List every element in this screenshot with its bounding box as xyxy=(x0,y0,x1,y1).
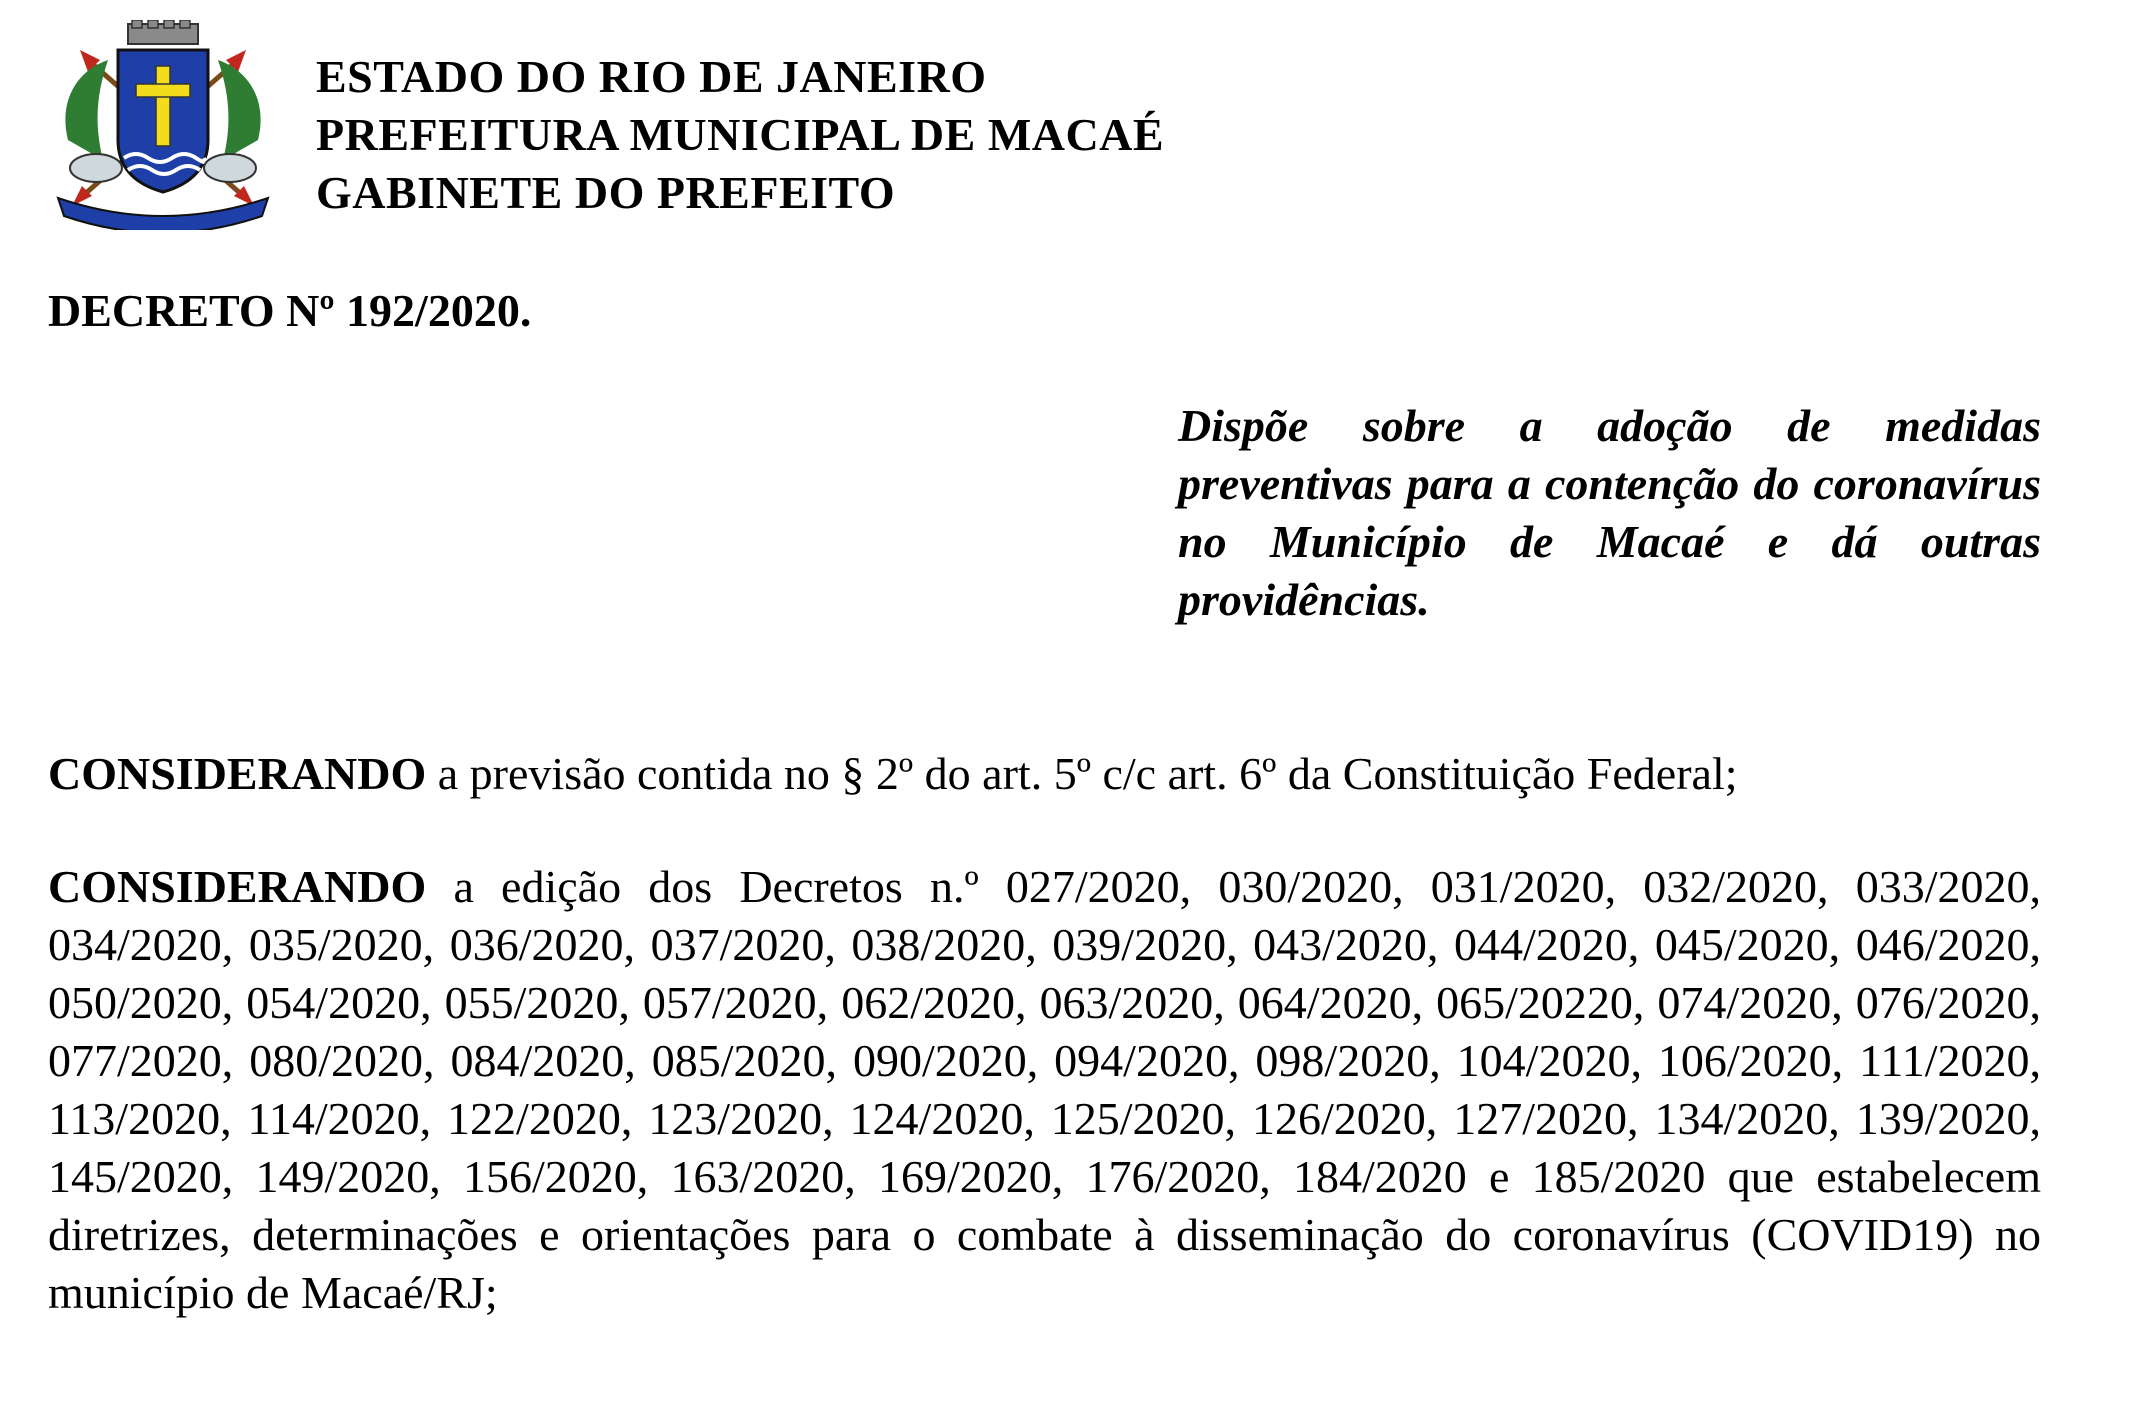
decree-ementa: Dispõe sobre a adoção de medidas preventivas para a contenção do coronavírus no Município de Macaé e dá outras providências. xyxy=(1178,400,2041,625)
considerando-lead: CONSIDERANDO xyxy=(48,748,427,799)
header-prefecture: PREFEITURA MUNICIPAL DE MACAÉ xyxy=(316,109,1165,160)
header-state: ESTADO DO RIO DE JANEIRO xyxy=(316,51,987,102)
considerando-paragraph xyxy=(48,745,2041,803)
considerando-paragraph xyxy=(48,858,2041,1322)
decree-title: DECRETO Nº 192/2020. xyxy=(48,285,532,336)
considerando-text: a previsão contida no § 2º do art. 5º c/c art. 6º da Constituição Federal; xyxy=(426,748,1738,799)
considerando-text: a edição dos Decretos n.º 027/2020, 030/2020, 031/2020, 032/2020, 033/2020, 034/2020, 035/2020, 036/2020, 037/2020, 038/2020, 039/2020, 043/2020, 044/2020, 045/2020, 046/2020, 050/2020, 054/2020, 055/2020, 057/2020, 062/2020, 063/2020, 064/2020, 065/20220, 074/2020, 076/2020, 077/2020, 080/2020, 084/2020, 085/2020, 090/2020, 094/2020, 098/2020, 104/2020, 106/2020, 111/2020, 113/2020, 114/2020, 122/2020, 123/2020, 124/2020, 125/2020, 126/2020, 127/2020, 134/2020, 139/2020, 145/2020, 149/2020, 156/2020, 163/2020, 169/2020, 176/2020, 184/2020 e 185/2020 que estabelecem diretrizes, determinações e orientações para o combate à disseminação do coronavírus (COVID19) no município de Macaé/RJ; xyxy=(48,861,2041,1318)
header-cabinet: GABINETE DO PREFEITO xyxy=(316,167,896,218)
considerando-lead: CONSIDERANDO xyxy=(48,861,427,912)
header-institution xyxy=(316,48,1164,222)
coat-of-arms-icon xyxy=(48,20,278,230)
